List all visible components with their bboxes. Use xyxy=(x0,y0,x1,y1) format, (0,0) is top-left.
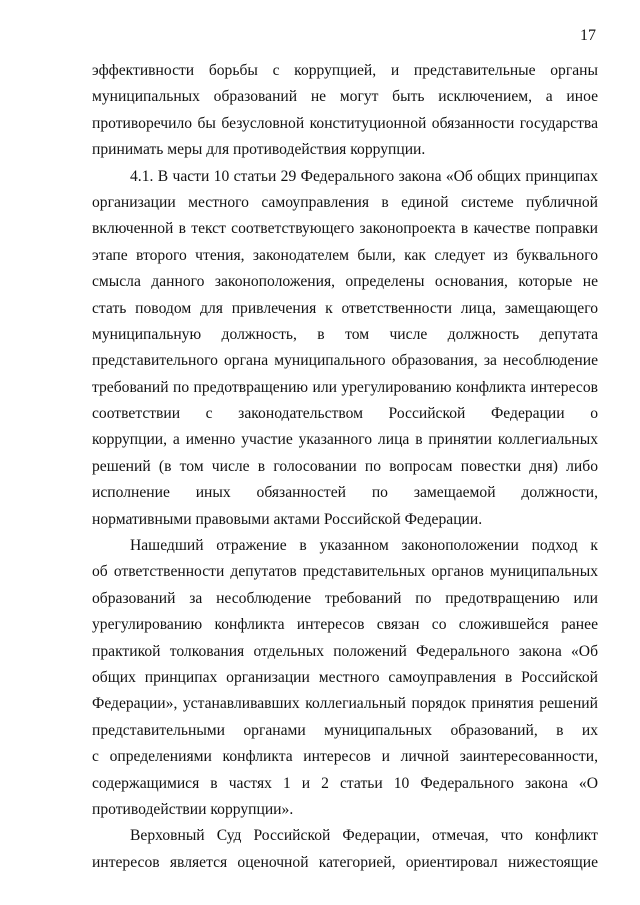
text-line: содержащимися в частях 1 и 2 статьи 10 Федерального закона «О xyxy=(92,774,598,792)
text-line: представительными органами муниципальных образований, в их xyxy=(92,721,598,739)
text-line: исполнение иных обязанностей по замещаемой должности, xyxy=(92,484,598,502)
text-line: коррупции, а именно участие указанного лица в принятии коллегиальных xyxy=(92,431,598,449)
text-line: эффективности борьбы с коррупцией, и представительные органы xyxy=(92,62,598,79)
text-line: нормативными правовыми актами Российской Федерации. xyxy=(92,510,483,528)
paragraph xyxy=(92,823,598,876)
text-line: Верховный Суд Российской Федерации, отмечая, что конфликт xyxy=(130,827,598,845)
text-line: принимать меры для противодействия коррупции. xyxy=(92,141,426,159)
text-line: урегулированию конфликта интересов связан со сложившейся ранее xyxy=(92,616,598,634)
page-number: 17 xyxy=(580,27,596,44)
paragraph xyxy=(92,533,598,823)
document-body xyxy=(92,58,598,876)
paragraph xyxy=(92,58,598,164)
text-line: об ответственности депутатов представительных органов муниципальных xyxy=(92,563,598,581)
text-line: образований за несоблюдение требований по предотвращению или xyxy=(92,589,598,607)
text-line: 4.1. В части 10 статьи 29 Федерального закона «Об общих принципах xyxy=(130,167,598,185)
text-line: представительного органа муниципального образования, за несоблюдение xyxy=(92,352,598,370)
text-line: Нашедший отражение в указанном законоположении подход к xyxy=(130,537,598,555)
text-line: муниципальную должность, в том числе должность депутата xyxy=(92,325,598,343)
text-line: с определениями конфликта интересов и личной заинтересованности, xyxy=(92,748,598,766)
text-line: противоречило бы безусловной конституционной обязанности государства xyxy=(92,114,598,132)
text-line: требований по предотвращению или урегулированию конфликта интересов xyxy=(92,378,598,396)
text-line: смысла данного законоположения, определены основания, которые не xyxy=(92,273,598,291)
text-line: интересов является оценочной категорией, ориентировал нижестоящие xyxy=(92,853,598,871)
text-line: противодействии коррупции». xyxy=(92,800,294,818)
text-line: соответствии с законодательством Российской Федерации о xyxy=(92,405,598,423)
text-line: стать поводом для привлечения к ответственности лица, замещающего xyxy=(92,299,598,317)
text-line: организации местного самоуправления в единой системе публичной xyxy=(92,193,598,211)
text-line: практикой толкования отдельных положений Федерального закона «Об xyxy=(92,642,598,660)
text-line: этапе второго чтения, законодателем были, как следует из буквального xyxy=(92,246,598,264)
text-line: решений (в том числе в голосовании по вопросам повестки дня) либо xyxy=(92,457,598,475)
text-line: включенной в текст соответствующего законопроекта в качестве поправки xyxy=(92,220,598,238)
paragraph xyxy=(92,164,598,533)
text-line: общих принципах организации местного самоуправления в Российской xyxy=(92,669,598,687)
text-line: Федерации», устанавливавших коллегиальный порядок принятия решений xyxy=(92,695,598,713)
text-line: муниципальных образований не могут быть исключением, а иное xyxy=(92,88,598,106)
